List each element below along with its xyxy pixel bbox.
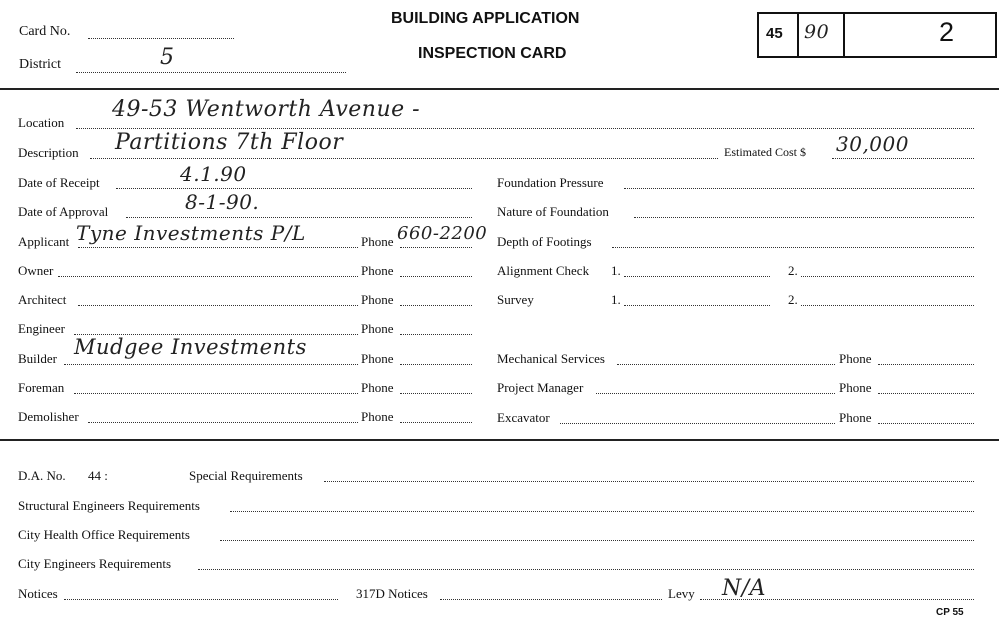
- card-title-line1: BUILDING APPLICATION: [391, 10, 580, 27]
- alignment-check-num2: 2.: [788, 263, 798, 278]
- header-divider: [0, 88, 999, 90]
- demolisher-phone-label: Phone: [361, 409, 394, 424]
- da-no-label: D.A. No.: [18, 468, 66, 483]
- engineer-label: Engineer: [18, 321, 65, 336]
- alignment-check-num1: 1.: [611, 263, 621, 278]
- levy-label: Levy: [668, 586, 695, 601]
- district-line: [76, 72, 346, 73]
- levy-value: N/A: [722, 576, 767, 601]
- excavator-label: Excavator: [497, 410, 550, 425]
- applicant-label: Applicant: [18, 234, 70, 249]
- estimated-cost-value: 30,000: [836, 132, 909, 156]
- mechanical-services-label: Mechanical Services: [497, 351, 605, 366]
- builder-phone-label: Phone: [361, 351, 394, 366]
- form-code: CP 55: [936, 607, 964, 618]
- nature-of-foundation-label: Nature of Foundation: [497, 204, 609, 219]
- notices-label: Notices: [18, 586, 58, 601]
- applicant-phone-value: 660-2200: [397, 223, 488, 244]
- district-label: District: [19, 57, 61, 72]
- survey-num1: 1.: [611, 292, 621, 307]
- alignment-check-label: Alignment Check: [497, 263, 590, 278]
- demolisher-label: Demolisher: [18, 409, 79, 424]
- card-number-part2: 90: [804, 21, 830, 43]
- owner-phone-label: Phone: [361, 263, 394, 278]
- builder-label: Builder: [18, 351, 57, 366]
- card-number-box: [757, 12, 997, 58]
- project-manager-phone-label: Phone: [839, 380, 872, 395]
- location-value: 49-53 Wentworth Avenue -: [112, 97, 421, 122]
- date-of-receipt-label: Date of Receipt: [18, 175, 100, 190]
- card-no-line: [88, 38, 234, 39]
- district-value: 5: [160, 45, 175, 70]
- survey-label: Survey: [497, 292, 534, 307]
- survey-num2: 2.: [788, 292, 798, 307]
- date-of-approval-label: Date of Approval: [18, 204, 109, 219]
- engineer-phone-label: Phone: [361, 321, 394, 336]
- depth-of-footings-label: Depth of Footings: [497, 234, 592, 249]
- date-of-approval-value: 8-1-90.: [185, 190, 260, 214]
- card-title-line2: INSPECTION CARD: [418, 45, 567, 62]
- card-number-part3: 2: [939, 17, 955, 47]
- special-requirements-label: Special Requirements: [189, 468, 303, 483]
- architect-phone-label: Phone: [361, 292, 394, 307]
- foundation-pressure-label: Foundation Pressure: [497, 175, 604, 190]
- description-value: Partitions 7th Floor: [115, 130, 344, 155]
- card-no-label: Card No.: [19, 24, 71, 39]
- card-number-part1: 45: [766, 25, 783, 42]
- project-manager-label: Project Manager: [497, 380, 584, 395]
- foreman-phone-label: Phone: [361, 380, 394, 395]
- date-of-receipt-value: 4.1.90: [180, 162, 247, 186]
- mechanical-services-phone-label: Phone: [839, 351, 872, 366]
- da-no-value: 44 :: [88, 468, 108, 483]
- structural-engineers-label: Structural Engineers Requirements: [18, 498, 200, 513]
- requirements-divider: [0, 439, 999, 441]
- estimated-cost-label: Estimated Cost $: [724, 145, 806, 159]
- builder-value: Mudgee Investments: [74, 335, 307, 359]
- owner-label: Owner: [18, 263, 54, 278]
- city-engineers-label: City Engineers Requirements: [18, 556, 172, 571]
- applicant-phone-label: Phone: [361, 234, 394, 249]
- notices-317d-label: 317D Notices: [356, 586, 428, 601]
- excavator-phone-label: Phone: [839, 410, 872, 425]
- description-label: Description: [18, 145, 79, 160]
- foreman-label: Foreman: [18, 380, 65, 395]
- applicant-value: Tyne Investments P/L: [76, 221, 306, 245]
- city-health-office-label: City Health Office Requirements: [18, 527, 190, 542]
- architect-label: Architect: [18, 292, 67, 307]
- location-label: Location: [18, 115, 65, 130]
